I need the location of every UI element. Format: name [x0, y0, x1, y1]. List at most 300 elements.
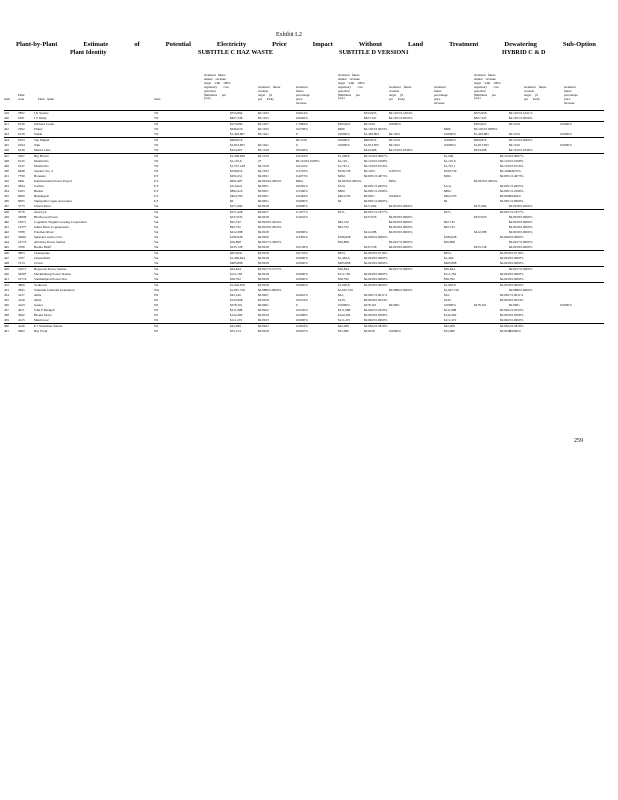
table-cell: $282,451: [230, 174, 243, 178]
table-cell: $0.1021: [258, 132, 269, 136]
table-cell: 4143: [18, 303, 25, 307]
table-cell: $0.0917 0.0000%: [389, 240, 413, 244]
table-cell: WI: [154, 303, 159, 307]
table-cell: $0.0951 0.4073%: [364, 174, 388, 178]
table-cell: 0.0000%: [296, 256, 308, 260]
table-cell: Potomac River: [34, 230, 54, 234]
table-cell: $0.0919 0.2604%: [474, 179, 498, 183]
table-cell: $0.1019 0.0198%: [296, 159, 320, 163]
table-cell: $555,956: [474, 111, 487, 115]
table-cell: $1,493,807: [230, 132, 245, 136]
table-cell: $0.0923 0.0000%: [364, 318, 388, 322]
table-cell: $0.0918 0.0000%: [364, 272, 388, 276]
table-cell: Carbon: [34, 184, 44, 188]
table-cell: 0.0000%: [338, 143, 350, 147]
table-cell: $0.0918 0.2924%: [258, 220, 282, 224]
table-cell: 452: [4, 283, 9, 287]
table-cell: $485,898: [444, 261, 457, 265]
table-cell: $0.0951 0.4073%: [500, 174, 524, 178]
hybrid-heading: HYBRID C & D: [502, 49, 546, 56]
table-cell: 428: [4, 159, 9, 163]
table-cell: $0.0918 0.0000%: [364, 261, 388, 265]
table-cell: 448: [4, 261, 9, 265]
table-cell: 0.0000%: [338, 132, 350, 136]
title-word: Land: [408, 41, 424, 48]
table-cell: 0.0000%: [560, 132, 572, 136]
header-item: Item: [4, 97, 10, 101]
table-cell: $92,732: [230, 220, 241, 224]
table-cell: $0.1019 0.0116%: [500, 164, 524, 168]
table-cell: $0.0951: [258, 194, 269, 198]
table-cell: Chesapeake: [34, 251, 50, 255]
table-cell: $0.0951: [364, 194, 375, 198]
table-cell: $56,898: [338, 240, 349, 244]
table-cell: $273,084: [230, 122, 243, 126]
table-cell: $0.1023: [258, 111, 269, 115]
table-cell: $0.0918: [258, 215, 269, 219]
table-cell: 0.0000%: [296, 199, 308, 203]
table-cell: $0.0922: [258, 324, 269, 328]
table-cell: $1,747,148: [230, 164, 245, 168]
table-cell: 0.2673%: [389, 169, 401, 173]
table-cell: $0.1025 0.0026%: [509, 116, 533, 120]
table-cell: $111,792: [230, 272, 243, 276]
table-cell: Alma: [34, 293, 42, 297]
table-cell: 8305: [18, 199, 25, 203]
table-cell: 454: [4, 293, 9, 297]
table-cell: $56,844: [230, 267, 241, 271]
table-cell: 453: [4, 288, 9, 292]
table-cell: VA: [154, 283, 159, 287]
table-cell: 4127: [18, 293, 25, 297]
table-cell: TX: [154, 164, 159, 168]
table-cell: $0.1019 0.0116%: [364, 164, 388, 168]
table-cell: $0.0918 0.0000%: [500, 283, 524, 287]
table-cell: $0.0919 0.2604%: [338, 179, 362, 183]
table-cell: $42,289: [230, 324, 241, 328]
table-cell: 0.0000%: [560, 122, 572, 126]
table-cell: $186,928: [230, 235, 243, 239]
table-cell: $114,: [444, 184, 452, 188]
table-cell: $0.1023: [389, 132, 400, 136]
table-cell: WI: [154, 318, 159, 322]
table-cell: $92,732: [230, 225, 241, 229]
table-cell: $0.1019 0.0097%: [364, 154, 388, 158]
table-cell: $528,739: [338, 169, 351, 173]
table-cell: $0.0918 0.0000%: [509, 204, 533, 208]
table-cell: $0.0951 0.0265%: [500, 184, 524, 188]
table-cell: 456: [4, 303, 9, 307]
table-cell: $0.0918 0.0718%: [500, 251, 524, 255]
table-cell: 0.0000%: [296, 277, 308, 281]
table-cell: $0.0923: [258, 318, 269, 322]
table-cell: $1,208,849: [230, 154, 245, 158]
table-cell: $0.1021: [258, 143, 269, 147]
table-cell: 457: [4, 308, 9, 312]
table-cell: WI: [154, 293, 159, 297]
table-cell: TX: [154, 132, 159, 136]
table-cell: Clover: [34, 261, 43, 265]
table-cell: $0.0918: [258, 230, 269, 234]
table-cell: $0.0918: [258, 245, 269, 249]
table-cell: $1,208,: [444, 154, 454, 158]
table-cell: $0.0918: [258, 283, 269, 287]
table-cell: $485,898: [338, 261, 351, 265]
table-cell: $0.0918: [258, 298, 269, 302]
table-cell: WI: [154, 313, 159, 317]
table-cell: $0.1019: [389, 138, 400, 142]
table-cell: $22,149: [230, 293, 241, 297]
table-cell: WA: [154, 288, 160, 292]
table-cell: TX: [154, 116, 159, 120]
table-cell: $1,026,816: [230, 283, 245, 287]
table-cell: $666: [338, 127, 345, 131]
table-cell: Martin Lake: [34, 148, 51, 152]
table-cell: $827,348: [230, 116, 243, 120]
table-cell: $1,813,855: [474, 143, 489, 147]
table-cell: $0.0951: [258, 174, 269, 178]
table-cell: WI: [154, 324, 159, 328]
table-cell: 0: [296, 143, 298, 147]
title-word: Sub-Option: [562, 41, 596, 48]
table-cell: 0.0000%: [509, 329, 521, 333]
table-cell: Pirkey: [34, 127, 43, 131]
table-cell: $145,: [444, 298, 452, 302]
table-cell: $365,821: [338, 122, 351, 126]
table-cell: $278,161: [230, 303, 243, 307]
header-h-pct: levelized future percentage price increase: [564, 85, 578, 105]
table-cell: Spruance Genco LLC: [34, 235, 63, 239]
table-cell: 0.0265%: [296, 184, 308, 188]
table-cell: $0.1023: [258, 169, 269, 173]
table-cell: Intermountain Power Project: [34, 179, 73, 183]
table-cell: Transalta Centralia Generation: [34, 288, 75, 292]
table-cell: $278,161: [364, 303, 377, 307]
table-cell: $0.0920 0.0000%: [364, 235, 388, 239]
table-cell: $1,493,804: [364, 132, 379, 136]
table-cell: $0.1023: [258, 127, 269, 131]
table-cell: $1,208,8: [338, 154, 350, 158]
table-cell: 0.0464%: [389, 194, 401, 198]
table-cell: TX: [154, 122, 159, 126]
table-cell: $646,616: [230, 127, 243, 131]
table-cell: $0.0918 0.0000%: [364, 256, 388, 260]
table-cell: $0.0951: [258, 184, 269, 188]
table-cell: 438: [4, 210, 9, 214]
table-cell: E J Stoneman Station: [34, 324, 63, 328]
table-cell: $0.0917 0.1077%: [500, 210, 524, 214]
table-cell: 0.2673%: [509, 169, 521, 173]
table-cell: $42,289: [338, 324, 349, 328]
table-cell: 0.2818%: [296, 324, 308, 328]
table-cell: $555,955: [364, 111, 377, 115]
table-cell: $555,694: [230, 111, 243, 115]
table-cell: 431: [4, 174, 9, 178]
table-cell: 436: [4, 199, 9, 203]
table-cell: $0.0918 0.0000%: [500, 277, 524, 281]
table-cell: $211,988: [338, 308, 351, 312]
table-cell: $0.1019: [258, 164, 269, 168]
table-cell: $0.1023: [389, 143, 400, 147]
table-cell: $0.0917 0.0000%: [509, 240, 533, 244]
table-cell: 10377: [18, 225, 27, 229]
table-cell: $186,928: [444, 235, 457, 239]
table-cell: Southampton Power Stat: [34, 277, 67, 281]
table-cell: 3788: [18, 230, 25, 234]
table-cell: 0.4395%: [296, 235, 308, 239]
table-cell: $412,288: [230, 230, 243, 234]
table-cell: $600,874: [364, 138, 377, 142]
table-cell: $56,792: [444, 277, 455, 281]
table-cell: 8069: [18, 194, 25, 198]
table-cell: 3796: [18, 245, 25, 249]
title-word: Potential: [165, 41, 191, 48]
table-cell: 0.0000%: [389, 329, 401, 333]
table-cell: $0.0920 0.0000%: [500, 235, 524, 239]
table-cell: 449: [4, 267, 9, 271]
table-cell: Genoa: [34, 303, 43, 307]
table-cell: 0.2703%: [296, 169, 308, 173]
table-cell: $142,282: [230, 313, 243, 317]
table-cell: VA: [154, 230, 159, 234]
table-cell: Chesterfield: [34, 256, 51, 260]
table-cell: 0.0942%: [296, 293, 308, 297]
table-cell: 0: [296, 303, 298, 307]
table-cell: 6181: [18, 116, 25, 120]
table-cell: Big Brown: [34, 154, 49, 158]
table-cell: $0.0951 0.0000%: [500, 199, 524, 203]
table-cell: 461: [4, 329, 9, 333]
table-cell: $114,: [338, 184, 346, 188]
title-word: Plant-by-Plant: [16, 41, 58, 48]
table-cell: $0.0951 0.0000%: [364, 199, 388, 203]
table-cell: $0.1019: [258, 154, 269, 158]
table-cell: $434,467: [230, 148, 243, 152]
table-cell: $55,154: [230, 329, 241, 333]
table-cell: $0.0918: [258, 261, 269, 265]
header-c-revenue: levelized future annual revenue target with 100% regulatory cost pass-thru ($millions per year): [204, 73, 231, 101]
table-cell: $600,874: [230, 138, 243, 142]
table-cell: $0.0918 0.0254%: [500, 298, 524, 302]
table-cell: TX: [154, 159, 159, 163]
table-cell: $0: [444, 199, 448, 203]
table-cell: 459: [4, 318, 9, 322]
table-cell: $0.0917 0.0000%: [509, 267, 533, 271]
table-cell: 450: [4, 272, 9, 276]
table-cell: Mecklenburg Power Station: [34, 272, 71, 276]
table-cell: $0.0918 0.0000%: [509, 220, 533, 224]
table-cell: $0.0918 0.0000%: [364, 283, 388, 287]
table-cell: $0.0918 0.0000%: [509, 225, 533, 229]
table-cell: 1.7884%: [296, 122, 308, 126]
table-cell: VA: [154, 277, 159, 281]
table-cell: 0.0138%: [296, 245, 308, 249]
table-cell: TX: [154, 154, 159, 158]
table-cell: $0.0922: [258, 308, 269, 312]
table-cell: $0.1019 0.0548%: [509, 148, 533, 152]
table-cell: Clinch River: [34, 204, 51, 208]
table-cell: 430: [4, 169, 9, 173]
table-cell: Glen Lyn: [34, 210, 47, 214]
table-cell: $992,487: [230, 179, 243, 183]
table-cell: Altavista Power Station: [34, 240, 66, 244]
table-cell: $111,472: [338, 318, 351, 322]
table-cell: $0.1023 0.1004%: [389, 111, 413, 115]
table-cell: $56,898: [230, 240, 241, 244]
table-cell: 0.0007%: [296, 329, 308, 333]
table-cell: $271,084: [364, 204, 377, 208]
table-row: [4, 329, 604, 334]
table-cell: $282,: [338, 174, 346, 178]
table-cell: $434,468: [364, 148, 377, 152]
table-cell: $0.0951: [258, 189, 269, 193]
table-cell: $0.0880 0.0000%: [509, 288, 533, 292]
table-cell: 440: [4, 220, 9, 224]
table-cell: VA: [154, 267, 159, 271]
table-cell: $142,282: [444, 313, 457, 317]
table-cell: Bonanza: [34, 174, 46, 178]
table-cell: VA: [154, 225, 159, 229]
table-cell: $282,: [444, 174, 452, 178]
table-cell: $827,347: [364, 116, 377, 120]
table-cell: $0.1019: [509, 132, 520, 136]
table-cell: $271,084: [230, 204, 243, 208]
table-cell: TX: [154, 143, 159, 147]
table-cell: $1,026,8: [444, 283, 456, 287]
table-cell: 0.0026%: [296, 116, 308, 120]
table-cell: UT: [154, 199, 159, 203]
table-cell: TX: [154, 127, 159, 131]
table-cell: 0.0000%: [296, 272, 308, 276]
table-cell: 4271: [18, 308, 25, 312]
table-cell: 0.0000%: [444, 143, 456, 147]
table-cell: Hopewell Power Station: [34, 267, 67, 271]
table-cell: TX: [154, 148, 159, 152]
table-cell: $1,813,855: [364, 143, 379, 147]
table-cell: VA: [154, 220, 159, 224]
table-cell: $92,732: [338, 225, 349, 229]
table-cell: $0.0918 0.0000%: [500, 261, 524, 265]
table-cell: $1,026,8: [338, 283, 350, 287]
table-cell: 0.0000%: [444, 132, 456, 136]
table-cell: $55,080: [444, 329, 455, 333]
table-cell: Welsh: [34, 132, 43, 136]
table-cell: $404,793: [230, 194, 243, 198]
table-cell: $111,472: [230, 318, 243, 322]
table-cell: $404,793: [338, 194, 351, 198]
table-cell: $666: [444, 127, 451, 131]
table-cell: $0.0951: [258, 199, 269, 203]
table-cell: UT: [154, 179, 159, 183]
table-cell: $1,464,: [444, 256, 454, 260]
table-cell: VA: [154, 261, 159, 265]
table-cell: $0.1025 0.0026%: [389, 116, 413, 120]
table-cell: $0.0918 0.0000%: [389, 215, 413, 219]
table-cell: $0.0917 0.1077%: [364, 210, 388, 214]
table-cell: 0.0548%: [296, 148, 308, 152]
table-cell: 0: [296, 132, 298, 136]
table-cell: 439: [4, 215, 9, 219]
table-cell: 0.0398%: [296, 313, 308, 317]
table-cell: $278,161: [474, 303, 487, 307]
table-cell: $0.0918 0.0000%: [364, 277, 388, 281]
table-cell: 7213: [18, 261, 25, 265]
table-cell: $0.0918 0.0000%: [389, 225, 413, 229]
table-cell: $0.0918: [364, 329, 375, 333]
table-cell: VA: [154, 245, 159, 249]
table-cell: 0.0464%: [509, 194, 521, 198]
table-cell: 0.0014%: [296, 111, 308, 115]
table-cell: $271,: [444, 210, 452, 214]
table-cell: 6481: [18, 179, 25, 183]
table-cell: 56808: [18, 215, 27, 219]
table-cell: Cogentrix Virginia Leasing Corporation: [34, 220, 87, 224]
table-cell: $271,428: [230, 210, 243, 214]
table-cell: $235,728: [474, 245, 487, 249]
table-cell: 6139: [18, 132, 25, 136]
table-cell: $1,047,726: [230, 288, 245, 292]
table-cell: $211,988: [230, 308, 243, 312]
table-cell: $0.1019: [509, 143, 520, 147]
table-cell: 447: [4, 256, 9, 260]
plant-identity-heading: Plant Identity: [70, 49, 107, 56]
table-cell: 424: [4, 138, 9, 142]
table-cell: $404,793: [444, 194, 457, 198]
table-cell: VA: [154, 204, 159, 208]
table-cell: 3497: [18, 154, 25, 158]
table-cell: $892,410: [230, 189, 243, 193]
table-cell: TX: [154, 111, 159, 115]
table-cell: 0.0000%: [296, 204, 308, 208]
header-state: State: [154, 97, 161, 101]
table-cell: $111,792: [444, 272, 457, 276]
table-cell: $0.0951 0.2596%: [500, 189, 524, 193]
table-cell: $92,732: [444, 220, 455, 224]
table-cell: $0.0918: [258, 256, 269, 260]
table-cell: $1,464,6: [338, 256, 350, 260]
table-cell: $0.1023: [500, 169, 511, 173]
table-cell: $1,047,726: [338, 288, 353, 292]
table-cell: $412,288: [474, 230, 487, 234]
table-cell: UT: [154, 189, 159, 193]
table-cell: 451: [4, 277, 9, 281]
table-cell: $1,125,6: [444, 159, 456, 163]
table-cell: 437: [4, 204, 9, 208]
table-cell: 425: [4, 143, 9, 147]
table-cell: $0.1019: [509, 122, 520, 126]
table-cell: $0.0927 0.0011%: [500, 293, 524, 297]
table-cell: 0.0250%: [296, 308, 308, 312]
table-cell: $0.1019: [258, 148, 269, 152]
table-cell: $0.0922 0.2818%: [364, 324, 388, 328]
table-cell: 442: [4, 230, 9, 234]
table-cell: $0.0927 0.0011%: [364, 293, 388, 297]
table-cell: $0: [338, 199, 342, 203]
table-cell: 4140: [18, 298, 25, 302]
table-cell: 460: [4, 324, 9, 328]
table-cell: $56,844: [338, 267, 349, 271]
table-cell: VA: [154, 210, 159, 214]
table-cell: 0.4073%: [296, 174, 308, 178]
table-cell: $1,464,624: [230, 256, 245, 260]
table-cell: $0.1023 0.0089%: [474, 127, 498, 131]
table-cell: UT: [154, 174, 159, 178]
table-cell: 426: [4, 148, 9, 152]
table-cell: $0.0918 0.0718%: [364, 251, 388, 255]
table-cell: UT: [154, 184, 159, 188]
table-cell: $114,021: [230, 184, 243, 188]
table-header: [4, 58, 604, 111]
